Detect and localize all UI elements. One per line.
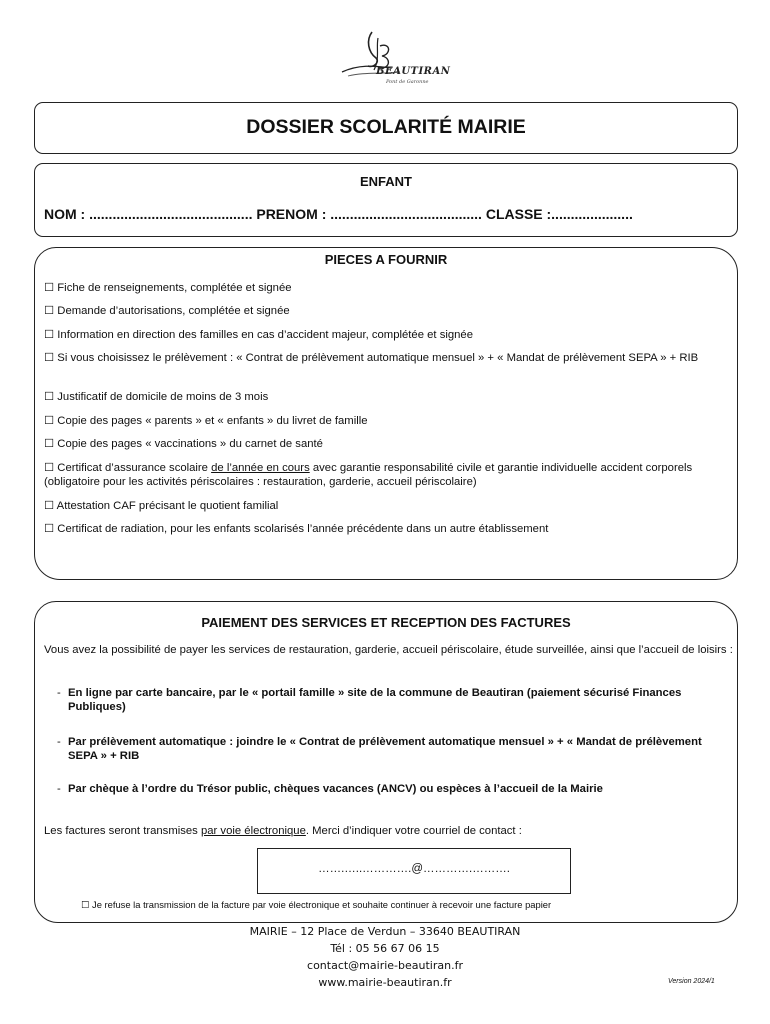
refuse-paper-checkbox[interactable]: ☐ Je refuse la transmission de la facture par voie électronique et souhaite continuer à recevoir une facture papier [81,899,552,910]
checkbox-icon[interactable]: ☐ [44,305,55,317]
list-item[interactable]: ☐ Copie des pages « vaccinations » du carnet de santé [44,438,323,450]
paiement-section [34,601,738,923]
version-label: Version 2024/1 [668,978,715,985]
payment-option: - Par chèque à l’ordre du Trésor public, chèques vacances (ANCV) ou espèces à l’accueil de la Mairie [57,783,603,795]
list-item[interactable]: ☐ Certificat de radiation, pour les enfants scolarisés l’année précédente dans un autre établissement [44,523,549,535]
list-item[interactable]: ☐ Justificatif de domicile de moins de 3 mois [44,391,269,403]
checkbox-icon[interactable]: ☐ [44,438,55,450]
email-placeholder: …….…..………….@………….………. [318,863,510,875]
list-item[interactable]: ☐ Demande d’autorisations, complétée et signée [44,305,290,317]
paiement-heading: PAIEMENT DES SERVICES ET RECEPTION DES FACTURES [201,615,571,630]
checkbox-icon[interactable]: ☐ [44,282,55,294]
pieces-section [34,247,738,580]
list-item[interactable]: ☐ Information en direction des familles en cas d’accident majeur, complétée et signée [44,329,473,341]
checkbox-icon[interactable]: ☐ [44,500,55,512]
footer-address: MAIRIE – 12 Place de Verdun – 33640 BEAUTIRAN [249,925,521,938]
footer-phone: Tél : 05 56 67 06 15 [330,942,440,955]
checkbox-icon[interactable]: ☐ [44,391,55,403]
list-item[interactable]: ☐ Fiche de renseignements, complétée et signée [44,282,292,294]
factures-note: Les factures seront transmises par voie électronique. Merci d’indiquer votre courriel de contact : [44,825,522,837]
logo-name: BEAUTIRAN [376,66,451,77]
list-item[interactable]: ☐ Si vous choisissez le prélèvement : « Contrat de prélèvement automatique mensuel » + « Mandat de prélèvement SEPA » + RIB [44,352,699,364]
title-box [34,102,738,154]
payment-option: - Par prélèvement automatique : joindre le « Contrat de prélèvement automatique mensuel » + « Mandat de prélèvement SEPA » + RIB [57,736,702,762]
email-field[interactable] [257,848,571,894]
list-item[interactable]: ☐ Certificat d’assurance scolaire de l’année en cours avec garantie responsabilité civile et garantie individuelle accident corporels (obligatoire pour les activités périscolaires : restauration, garderie, accueil périscolaire) [44,462,693,488]
pieces-heading: PIECES A FOURNIR [324,252,448,267]
payment-option: - En ligne par carte bancaire, par le « portail famille » site de la commune de Beautiran (paiement sécurisé Finances Publiques) [57,687,682,713]
checkbox-icon[interactable]: ☐ [44,523,55,535]
paiement-intro: Vous avez la possibilité de payer les services de restauration, garderie, accueil périscolaire, étude surveillée, ainsi que l’accueil de loisirs : [44,644,733,656]
list-item[interactable]: ☐ Attestation CAF précisant le quotient familial [44,500,279,512]
footer-website[interactable]: www.mairie-beautiran.fr [318,976,452,989]
checkbox-icon[interactable]: ☐ [44,462,55,474]
enfant-section [34,163,738,237]
enfant-heading: ENFANT [360,174,412,189]
checkbox-icon[interactable]: ☐ [44,352,55,364]
page-title: DOSSIER SCOLARITÉ MAIRIE [246,116,526,138]
footer-email[interactable]: contact@mairie-beautiran.fr [307,959,463,972]
enfant-fields[interactable]: NOM : .......................................... PRENOM : ....................................... CLASSE :..................... [44,206,633,222]
logo-tagline: Pont de Garonne [386,79,429,85]
checkbox-icon[interactable]: ☐ [44,415,55,427]
list-item[interactable]: ☐ Copie des pages « parents » et « enfants » du livret de famille [44,415,368,427]
checkbox-icon[interactable]: ☐ [44,329,55,341]
